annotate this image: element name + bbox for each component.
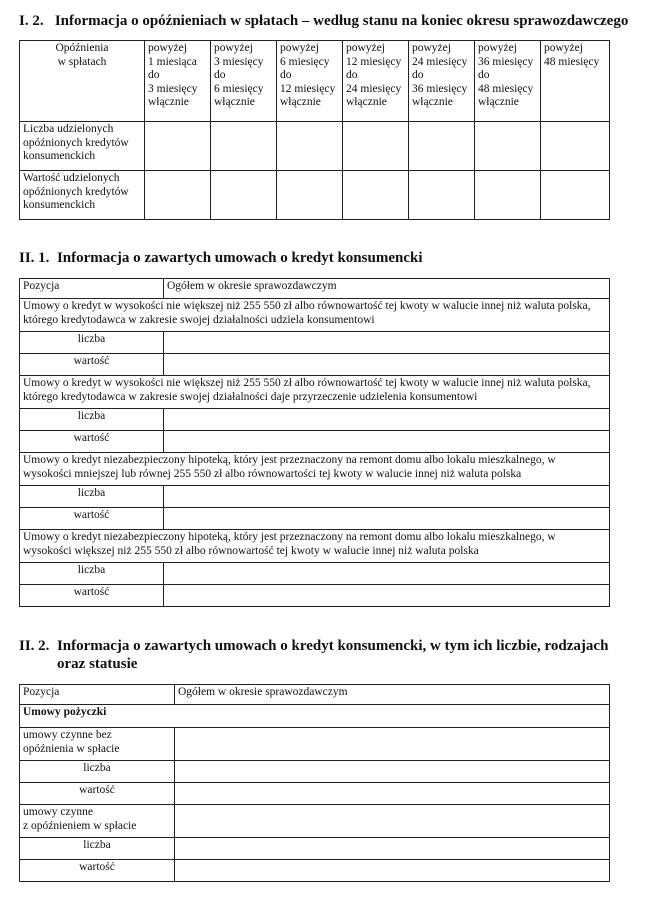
subheading-row	[20, 705, 610, 728]
delays-table	[19, 40, 610, 220]
input-cell[interactable]	[164, 585, 610, 607]
input-cell[interactable]	[175, 838, 610, 860]
group-3-heading: Umowy o kredyt niezabezpieczony hipoteką, który jest przeznaczony na remont domu albo lokalu mieszkalnego, w wysokości mniejszej lub równej 255 550 zł albo równowartości tej kwoty w walucie innej niż waluta polska	[20, 453, 610, 486]
section-2-number: II. 1.	[19, 250, 50, 266]
contracts-header-row	[20, 279, 610, 299]
input-cell[interactable]	[145, 171, 211, 220]
sub-label-count: liczba	[20, 409, 164, 431]
group-1-heading: Umowy o kredyt w wysokości nie większej niż 255 550 zł albo równowartość tej kwoty w walucie innej niż waluta polska, którego kredytodawca w zakresie swojej działalności udziela konsumentowi	[20, 299, 610, 332]
group-row	[20, 728, 610, 761]
delays-col-12-24: powyżej 12 miesięcy do 24 miesięcy włącznie	[343, 41, 409, 122]
col-position: Pozycja	[20, 685, 175, 705]
contracts-table	[19, 278, 610, 607]
contracts-status-table	[19, 684, 610, 882]
sub-label-count: liczba	[20, 838, 175, 860]
input-cell[interactable]	[211, 122, 277, 171]
input-cell[interactable]	[175, 805, 610, 838]
input-cell[interactable]	[343, 171, 409, 220]
input-cell[interactable]	[211, 171, 277, 220]
group-with-delay-label: umowy czynne z opóźnieniem w spłacie	[20, 805, 175, 838]
section-3-title-line1: Informacja o zawartych umowach o kredyt konsumencki, w tym ich liczbie, rodzajach	[56, 638, 609, 654]
delays-header-row	[20, 41, 610, 122]
input-cell[interactable]	[175, 783, 610, 805]
sub-row	[20, 860, 610, 882]
sub-label-count: liczba	[20, 332, 164, 354]
input-cell[interactable]	[277, 171, 343, 220]
delays-row-count	[20, 122, 610, 171]
col-total: Ogółem w okresie sprawozdawczym	[164, 279, 610, 299]
sub-row	[20, 563, 610, 585]
input-cell[interactable]	[145, 122, 211, 171]
delays-col-24-36: powyżej 24 miesięcy do 36 miesięcy włącznie	[409, 41, 475, 122]
input-cell[interactable]	[175, 860, 610, 882]
input-cell[interactable]	[175, 728, 610, 761]
section-1-title-text: Informacja o opóźnieniach w spłatach – według stanu na koniec okresu sprawozdawczego	[54, 13, 629, 29]
input-cell[interactable]	[475, 122, 541, 171]
section-3-number: II. 2.	[19, 638, 50, 654]
sub-row	[20, 761, 610, 783]
section-3-title	[19, 637, 608, 673]
delays-col-36-48: powyżej 36 miesięcy do 48 miesięcy włącznie	[475, 41, 541, 122]
col-total: Ogółem w okresie sprawozdawczym	[175, 685, 610, 705]
sub-row	[20, 354, 610, 376]
input-cell[interactable]	[475, 171, 541, 220]
sub-label-value: wartość	[20, 860, 175, 882]
loans-subheading: Umowy pożyczki	[20, 705, 610, 728]
sub-label-value: wartość	[20, 431, 164, 453]
section-1-title	[19, 12, 628, 30]
group-heading-row	[20, 376, 610, 409]
sub-row	[20, 508, 610, 530]
input-cell[interactable]	[409, 171, 475, 220]
input-cell[interactable]	[175, 761, 610, 783]
input-cell[interactable]	[277, 122, 343, 171]
input-cell[interactable]	[164, 431, 610, 453]
group-heading-row	[20, 453, 610, 486]
group-no-delay-label: umowy czynne bez opóźnienia w spłacie	[20, 728, 175, 761]
input-cell[interactable]	[164, 563, 610, 585]
sub-label-count: liczba	[20, 486, 164, 508]
input-cell[interactable]	[409, 122, 475, 171]
sub-label-value: wartość	[20, 508, 164, 530]
group-heading-row	[20, 530, 610, 563]
sub-row	[20, 783, 610, 805]
input-cell[interactable]	[541, 122, 610, 171]
delays-row-value	[20, 171, 610, 220]
section-2-title	[19, 249, 422, 267]
delays-row-count-label: Liczba udzielonych opóźnionych kredytów konsumenckich	[20, 122, 145, 171]
group-2-heading: Umowy o kredyt w wysokości nie większej niż 255 550 zł albo równowartość tej kwoty w walucie innej niż waluta polska, którego kredytodawca w zakresie swojej działalności daje przyrzeczenie udzielenia konsumentowi	[20, 376, 610, 409]
delays-col-3-6: powyżej 3 miesięcy do 6 miesięcy włącznie	[211, 41, 277, 122]
input-cell[interactable]	[164, 486, 610, 508]
sub-label-value: wartość	[20, 354, 164, 376]
delays-col-6-12: powyżej 6 miesięcy do 12 miesięcy włącznie	[277, 41, 343, 122]
input-cell[interactable]	[164, 332, 610, 354]
delays-header-label: Opóźnienia w spłatach	[20, 41, 145, 122]
sub-label-count: liczba	[20, 761, 175, 783]
sub-row	[20, 585, 610, 607]
input-cell[interactable]	[164, 508, 610, 530]
sub-row	[20, 431, 610, 453]
delays-col-48-plus: powyżej 48 miesięcy	[541, 41, 610, 122]
group-heading-row	[20, 299, 610, 332]
col-position: Pozycja	[20, 279, 164, 299]
sub-label-value: wartość	[20, 783, 175, 805]
sub-row	[20, 838, 610, 860]
input-cell[interactable]	[164, 354, 610, 376]
status-header-row	[20, 685, 610, 705]
section-3-title-line2: oraz statusie	[57, 656, 138, 672]
sub-row	[20, 409, 610, 431]
sub-row	[20, 486, 610, 508]
group-row	[20, 805, 610, 838]
section-1-number: I. 2.	[19, 13, 44, 29]
section-2-title-text: Informacja o zawartych umowach o kredyt konsumencki	[56, 250, 423, 266]
sub-row	[20, 332, 610, 354]
input-cell[interactable]	[343, 122, 409, 171]
sub-label-count: liczba	[20, 563, 164, 585]
sub-label-value: wartość	[20, 585, 164, 607]
delays-row-value-label: Wartość udzielonych opóźnionych kredytów konsumenckich	[20, 171, 145, 220]
input-cell[interactable]	[164, 409, 610, 431]
delays-col-1-3: powyżej 1 miesiąca do 3 miesięcy włącznie	[145, 41, 211, 122]
group-4-heading: Umowy o kredyt niezabezpieczony hipoteką, który jest przeznaczony na remont domu albo lokalu mieszkalnego, w wysokości większej niż 255 550 zł albo równowartość tej kwoty w walucie innej niż waluta polska	[20, 530, 610, 563]
input-cell[interactable]	[541, 171, 610, 220]
